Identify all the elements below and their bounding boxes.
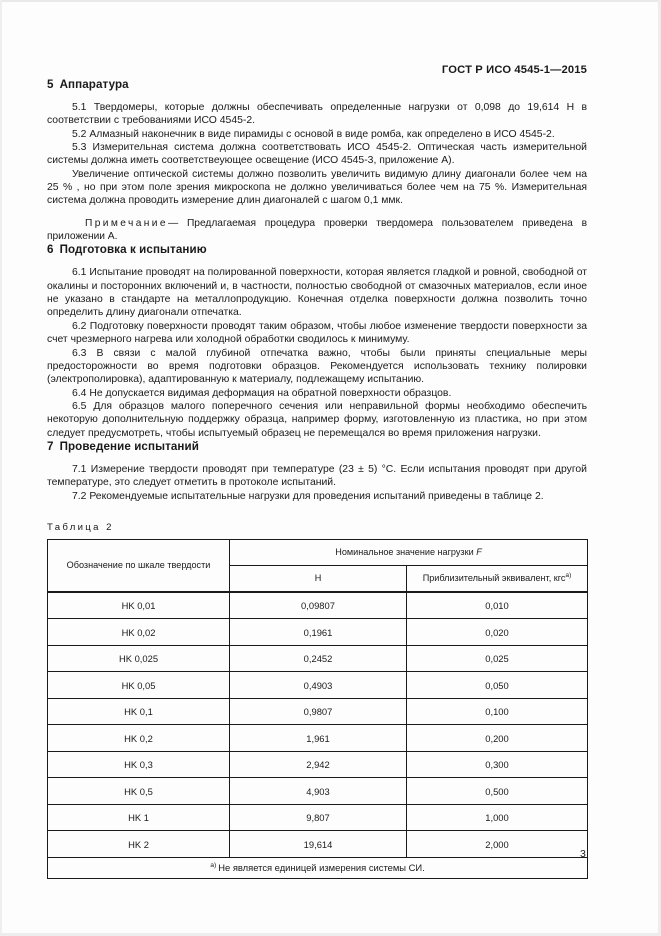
cell-kgf: 2,000 [407, 831, 588, 858]
section-heading-6 [47, 243, 587, 256]
cell-kgf: 0,010 [407, 592, 588, 619]
header-nominal-load-group [230, 539, 588, 565]
note-dash: — [167, 217, 179, 229]
cell-kgf: 1,000 [407, 804, 588, 831]
section-heading-5 [47, 78, 587, 91]
table-row [48, 645, 588, 672]
header-newtons: Н [230, 565, 407, 592]
cell-scale: HK 0,1 [48, 698, 230, 725]
table-row [48, 804, 588, 831]
table-caption-label: Таблица [47, 521, 101, 533]
table-foot [48, 857, 588, 878]
cell-newtons: 9,807 [230, 804, 407, 831]
paragraph-5-3: 5.3 Измерительная система должна соответствовать ИСО 4545-2. Оптическая часть измерительной системы должна иметь соответствеующее освещение (ИСО 4545-3, приложение А). [47, 142, 587, 167]
paragraph-6-3: 6.3 В связи с малой глубиной отпечатка важно, чтобы были приняты специальные меры предосторожности во время подготовки образцов. Рекомендуется использовать технику полировки (электрополировка), адаптированную к материалу, подлежащему испытанию. [47, 347, 587, 386]
load-values-table [47, 539, 588, 879]
cell-kgf: 0,300 [407, 751, 588, 778]
header-nominal-load-text: Номинальное значение нагрузки [335, 547, 474, 558]
section-number-7: 7 [47, 439, 54, 453]
table-caption-number: 2 [106, 521, 112, 533]
footnote-text: Не является единицей измерения системы СИ. [218, 862, 425, 874]
section-number-5: 5 [47, 78, 54, 91]
cell-kgf: 0,500 [407, 778, 588, 805]
paragraph-5-3-cont: Увеличение оптической системы должно позволить увеличить видимую длину диагонали более чем на 25 % , но при этом поле зрения микроскопа не должно увеличиваться более чем на 75 %. Измерительная система должна проводить измерение длин диагоналей с шагом 0,1 ммк. [47, 168, 587, 207]
table-caption [47, 522, 587, 533]
cell-newtons: 2,942 [230, 751, 407, 778]
section-heading-7 [47, 440, 587, 453]
cell-kgf: 0,200 [407, 725, 588, 752]
cell-kgf: 0,100 [407, 698, 588, 725]
cell-scale: HK 0,5 [48, 778, 230, 805]
table-row [48, 592, 588, 619]
section-title-7: Проведение испытаний [59, 439, 199, 453]
note-text: Предлагаемая процедура проверки твердомера пользователем приведена в приложении А. [47, 217, 587, 243]
header-load-symbol: F [476, 547, 482, 558]
cell-newtons: 0,9807 [230, 698, 407, 725]
table-head [48, 539, 588, 592]
cell-kgf: 0,020 [407, 619, 588, 646]
cell-scale: HK 0,05 [48, 672, 230, 699]
document-header: ГОСТ Р ИСО 4545-1—2015 [441, 64, 587, 76]
table-row [48, 619, 588, 646]
note-5 [47, 217, 587, 244]
cell-scale: HK 2 [48, 831, 230, 858]
header-kgf-equivalent [407, 565, 588, 592]
table-footnote-row [48, 857, 588, 878]
header-kgf-footnote-marker: а) [565, 572, 572, 580]
cell-newtons: 1,961 [230, 725, 407, 752]
table-row [48, 751, 588, 778]
paragraph-6-2: 6.2 Подготовку поверхности проводят таким образом, чтобы любое изменение твердости поверхности за счет чрезмерного нагрева или холодной обработки сводилось к минимуму. [47, 320, 587, 346]
table-row [48, 698, 588, 725]
page-edge-left [0, 0, 2, 936]
note-label: Примечание [85, 217, 168, 229]
cell-newtons: 0,2452 [230, 645, 407, 672]
table-body [48, 592, 588, 858]
paragraph-5-2: 5.2 Алмазный наконечник в виде пирамиды с основой в виде ромба, как определено в ИСО 4545-2. [72, 128, 555, 140]
paragraph-5-1: 5.1 Твердомеры, которые должны обеспечивать определенные нагрузки от 0,098 до 19,614 Н в соответствии с требованиями ИСО 4545-2. [47, 102, 587, 127]
cell-newtons: 0,09807 [230, 592, 407, 619]
paragraph-7-2: 7.2 Рекомендуемые испытательные нагрузки для проведения испытаний приведены в таблице 2. [72, 490, 544, 502]
cell-scale: HK 0,01 [48, 592, 230, 619]
table-row [48, 725, 588, 752]
cell-scale: HK 0,02 [48, 619, 230, 646]
table-footnote [48, 857, 588, 878]
header-scale-designation: Обозначение по шкале твердости [48, 539, 230, 592]
paragraph-6-4: 6.4 Не допускается видимая деформация на обратной поверхности образцов. [72, 387, 452, 399]
table-row [48, 778, 588, 805]
cell-newtons: 0,1961 [230, 619, 407, 646]
footnote-marker: а) [210, 862, 217, 870]
cell-scale: HK 0,3 [48, 751, 230, 778]
cell-newtons: 0,4903 [230, 672, 407, 699]
section-title-5: Аппаратура [59, 78, 129, 91]
section-number-6: 6 [47, 243, 54, 257]
table-header-row-1 [48, 539, 588, 565]
paragraph-6-1: 6.1 Испытание проводят на полированной поверхности, которая является гладкой и ровной, свободной от окалины и посторонних включений и, в частности, полностью свободной от смазочных материалов, если иное не указано в стандарте на металлопродукцию. Конечная отделка поверхности должна позволить точно определить длину диагонали отпечатка. [47, 267, 587, 319]
cell-newtons: 4,903 [230, 778, 407, 805]
paragraph-7-1: 7.1 Измерение твердости проводят при температуре (23 ± 5) °C. Если испытания проводят при другой температуре, это следует отметить в протоколе испытаний. [47, 463, 587, 489]
cell-scale: HK 1 [48, 804, 230, 831]
page-number: 3 [580, 848, 586, 860]
paragraph-6-5: 6.5 Для образцов малого поперечного сечения или неправильной формы необходимо обеспечить некоторую дополнительную поддержку образца, например форму, изготовленную из пластика, но при этом следует предусмотреть, чтобы испытуемый образец не перемещался во время приложения нагрузки. [47, 400, 587, 439]
cell-scale: HK 0,2 [48, 725, 230, 752]
cell-scale: HK 0,025 [48, 645, 230, 672]
cell-kgf: 0,050 [407, 672, 588, 699]
section-title-6: Подготовка к испытанию [59, 243, 207, 257]
cell-kgf: 0,025 [407, 645, 588, 672]
cell-newtons: 19,614 [230, 831, 407, 858]
page-content [47, 0, 587, 879]
table-row [48, 831, 588, 858]
header-kgf-text: Приблизительный эквивалент, кгс [422, 573, 566, 584]
table-row [48, 672, 588, 699]
